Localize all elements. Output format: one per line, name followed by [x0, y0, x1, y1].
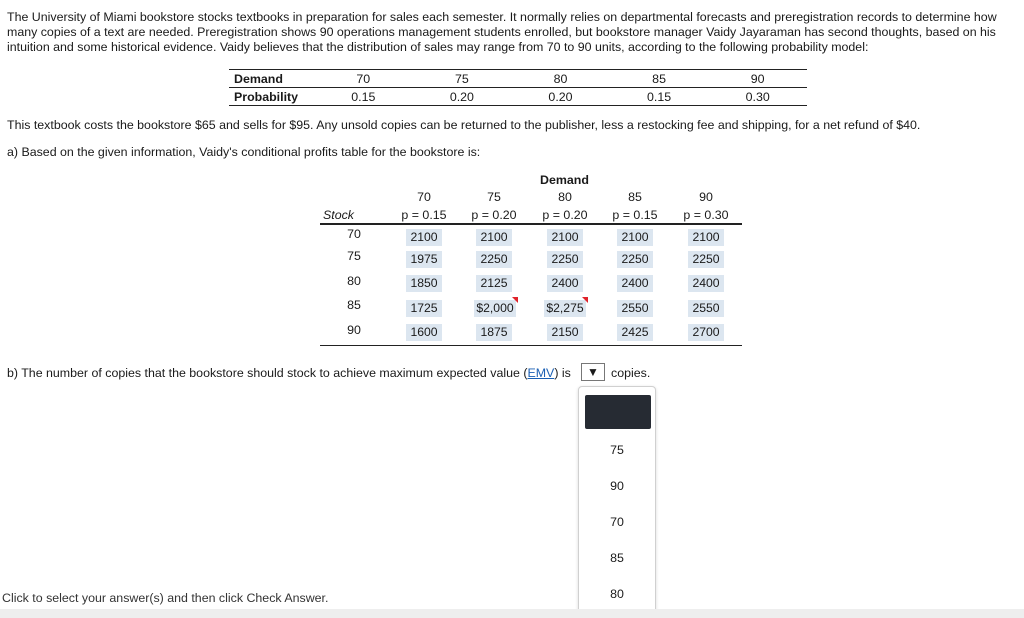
column-header: 70 — [417, 190, 431, 204]
profit-cell: 1600 — [406, 324, 442, 341]
profit-cell: 2550 — [688, 300, 724, 317]
profit-cell: 1725 — [406, 300, 442, 317]
table-bottom-rule — [320, 345, 742, 346]
profit-cell: 2125 — [476, 275, 512, 292]
part-b-text-end: ) is — [554, 366, 571, 380]
demand-value: 70 — [314, 70, 413, 88]
profit-cell: 2150 — [547, 324, 583, 341]
dropdown-option[interactable]: 80 — [610, 587, 624, 601]
column-header: 75 — [487, 190, 501, 204]
dropdown-highlighted-option[interactable] — [585, 395, 651, 429]
probability-value: 0.20 — [413, 88, 512, 106]
demand-probability-table — [229, 69, 807, 106]
profit-cell: 1875 — [476, 324, 512, 341]
demand-value: 80 — [511, 70, 610, 88]
probability-value: 0.20 — [511, 88, 610, 106]
dropdown-option[interactable]: 70 — [610, 515, 624, 529]
problem-intro: The University of Miami bookstore stocks textbooks in preparation for sales each semester. It normally relies on departmental forecasts and preregistration records to determine how many copies of a text are needed. Preregistration shows 90 operations management students enrolled, but bookstore manager Vaidy Jayaraman has second thoughts, based on his intuition and some historical evidence. Vaidy believes that the distribution of sales may range from 70 to 90 units, according to the following probability model: — [7, 10, 997, 54]
header-divider — [320, 223, 742, 225]
stock-value: 70 — [347, 227, 361, 241]
dropdown-option[interactable]: 85 — [610, 551, 624, 565]
part-b-text: b) The number of copies that the bookstore should stock to achieve maximum expected value ( — [7, 366, 528, 380]
stock-value: 75 — [347, 249, 361, 263]
column-header: 80 — [558, 190, 572, 204]
chevron-down-icon: ▼ — [587, 365, 599, 379]
probability-header: p = 0.20 — [542, 208, 588, 222]
profit-cell-flagged[interactable]: $2,275 — [544, 300, 586, 317]
profit-cell: 2400 — [547, 275, 583, 292]
probability-header: p = 0.20 — [471, 208, 517, 222]
footer-instruction: Click to select your answer(s) and then click Check Answer. — [2, 591, 329, 605]
probability-value: 0.15 — [610, 88, 709, 106]
cost-text: This textbook costs the bookstore $65 and sells for $95. Any unsold copies can be returned to the publisher, less a restocking fee and shipping, for a net refund of $40. — [7, 118, 921, 132]
bottom-bar — [0, 609, 1024, 618]
profit-cell: 2100 — [617, 229, 653, 246]
profit-cell: 2250 — [617, 251, 653, 268]
emv-link[interactable]: EMV — [527, 366, 555, 380]
profit-cell: 1975 — [406, 251, 442, 268]
profit-cell: 2400 — [617, 275, 653, 292]
profit-cell: 1850 — [406, 275, 442, 292]
profit-cell: 2250 — [688, 251, 724, 268]
column-header: 85 — [628, 190, 642, 204]
probability-header: p = 0.30 — [683, 208, 729, 222]
dropdown-option[interactable]: 75 — [610, 443, 624, 457]
demand-value: 75 — [413, 70, 512, 88]
profit-cell: 2100 — [406, 229, 442, 246]
profit-cell-flagged[interactable]: $2,000 — [474, 300, 516, 317]
profit-cell: 2550 — [617, 300, 653, 317]
demand-value: 90 — [708, 70, 807, 88]
profit-cell: 2250 — [547, 251, 583, 268]
profit-cell: 2100 — [688, 229, 724, 246]
part-b-question — [7, 366, 571, 380]
profit-cell: 2425 — [617, 324, 653, 341]
demand-value: 85 — [610, 70, 709, 88]
part-a-text: a) Based on the given information, Vaidy's conditional profits table for the bookstore is: — [7, 145, 481, 159]
probability-value: 0.30 — [708, 88, 807, 106]
stock-value: 90 — [347, 323, 361, 337]
demand-label: Demand — [229, 70, 314, 88]
dropdown-option[interactable]: 90 — [610, 479, 624, 493]
probability-header: p = 0.15 — [401, 208, 447, 222]
stock-value: 85 — [347, 298, 361, 312]
profit-cell: 2100 — [547, 229, 583, 246]
probability-value: 0.15 — [314, 88, 413, 106]
probability-header: p = 0.15 — [612, 208, 658, 222]
stock-label: Stock — [323, 208, 354, 222]
profit-cell: 2400 — [688, 275, 724, 292]
profit-cell: 2100 — [476, 229, 512, 246]
answer-dropdown[interactable] — [581, 363, 605, 381]
probability-label: Probability — [229, 88, 314, 106]
profit-cell: 2250 — [476, 251, 512, 268]
copies-label: copies. — [611, 366, 651, 380]
dropdown-menu — [578, 386, 656, 616]
profit-cell: 2700 — [688, 324, 724, 341]
stock-value: 80 — [347, 274, 361, 288]
demand-header: Demand — [540, 173, 589, 187]
column-header: 90 — [699, 190, 713, 204]
